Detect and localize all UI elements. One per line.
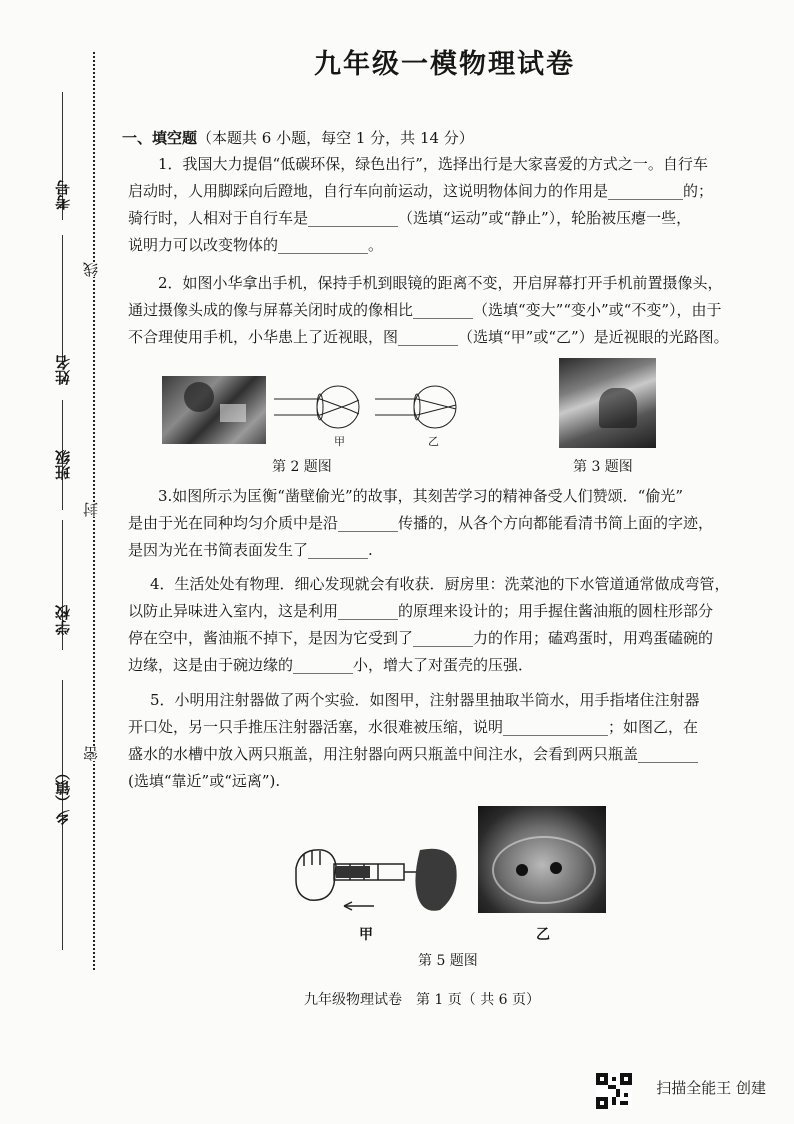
school-label: 学校 [54,605,72,635]
fig2-label-yi: 乙 [428,435,439,448]
fig2-caption: 第 2 题图 [272,459,332,475]
section-heading [122,127,474,148]
question-2 [128,270,760,351]
section-title: 一、填空题 [122,129,198,147]
q1-line: 骑行时，人相对于自行车是____________（选填“运动”或“静止”），轮胎被压瘪一些， [128,209,692,227]
fig3-caption: 第 3 题图 [573,459,633,475]
question-1 [128,151,760,259]
q5-line: 盛水的水槽中放入两只瓶盖，用注射器向两只瓶盖中间注水，会看到两只瓶盖________ [128,745,699,763]
q1-line: 1．我国大力提倡“低碳环保，绿色出行”，选择出行是大家喜爱的方式之一。自行车 [158,155,708,173]
seal-feng-label: 封 [82,502,100,517]
q5-line: (选填“靠近”或“远离”). [128,772,281,790]
q1-line: 启动时，人用脚踩向后蹬地，自行车向前运动，这说明物体间力的作用是__________的； [128,182,714,200]
q3-line: 3.如图所示为匡衡“凿壁偷光”的故事，其刻苦学习的精神备受人们赞颂．“偷光” [158,487,683,505]
exam-no-label: 考号 [54,180,72,210]
question-3 [128,483,760,564]
seal-xian-label: 线 [82,262,100,277]
township-label: 乡（镇） [54,765,72,825]
name-label: 姓名 [54,355,72,385]
q4-line: 边缘，这是由于碗边缘的________小，增大了对蛋壳的压强． [128,656,534,674]
q4-line: 以防止异味进入室内，这是利用________的原理来设计的；用手握住酱油瓶的圆柱形部分 [128,602,714,620]
question-5 [128,687,760,795]
water-trough-photo [478,806,606,913]
fig5-label-yi: 乙 [536,927,550,943]
fig5-label-jia: 甲 [359,927,373,943]
fig5-caption: 第 5 题图 [418,953,478,969]
section-note: （本题共 6 小题，每空 1 分，共 14 分） [197,129,474,147]
q3-line: 是由于光在同种均匀介质中是沿________传播的，从各个方向都能看清书简上面的字迹， [128,514,714,532]
q2-line: 不合理使用手机，小华患上了近视眼，图________（选填“甲”或“乙”）是近视眼的光路图。 [128,328,729,346]
page-footer: 九年级物理试卷 第 1 页（ 共 6 页） [303,992,541,1008]
q1-line: 说明力可以改变物体的____________。 [128,236,384,254]
syringe-hands-drawing [290,840,460,920]
scanner-watermark: 扫描全能王 创建 [656,1079,766,1097]
q4-line: 4．生活处处有物理．细心发现就会有收获．厨房里：洗菜池的下水管道通常做成弯管， [150,575,730,593]
qr-code-icon [596,1073,632,1109]
page-title: 九年级一模物理试卷 [314,49,575,80]
name-underline [62,235,63,365]
q5-line: 5．小明用注射器做了两个实验．如图甲，注射器里抽取半筒水，用手指堵住注射器 [150,691,700,709]
eye-ray-diagrams [270,378,470,440]
q5-line: 开口处，另一只手推压注射器活塞，水很难被压缩，说明______________；如图乙，在 [128,718,699,736]
seal-mi-label: 密 [82,746,100,761]
fig2-label-jia: 甲 [334,435,345,448]
q2-line: 通过摄像头成的像与屏幕关闭时成的像相比________（选填“变大”“变小”或“不变”），由于 [128,301,722,319]
q3-line: 是因为光在书简表面发生了________. [128,541,373,559]
q4-line: 停在空中，酱油瓶不掉下，是因为它受到了________力的作用；磕鸡蛋时，用鸡蛋磕碗的 [128,629,714,647]
class-label: 班级 [54,450,72,480]
q2-line: 2．如图小华拿出手机，保持手机到眼镜的距离不变，开启屏幕打开手机前置摄像头， [158,274,723,292]
question-4 [128,571,760,679]
chiseling-wall-photo [559,358,656,448]
phone-user-photo [162,376,266,444]
